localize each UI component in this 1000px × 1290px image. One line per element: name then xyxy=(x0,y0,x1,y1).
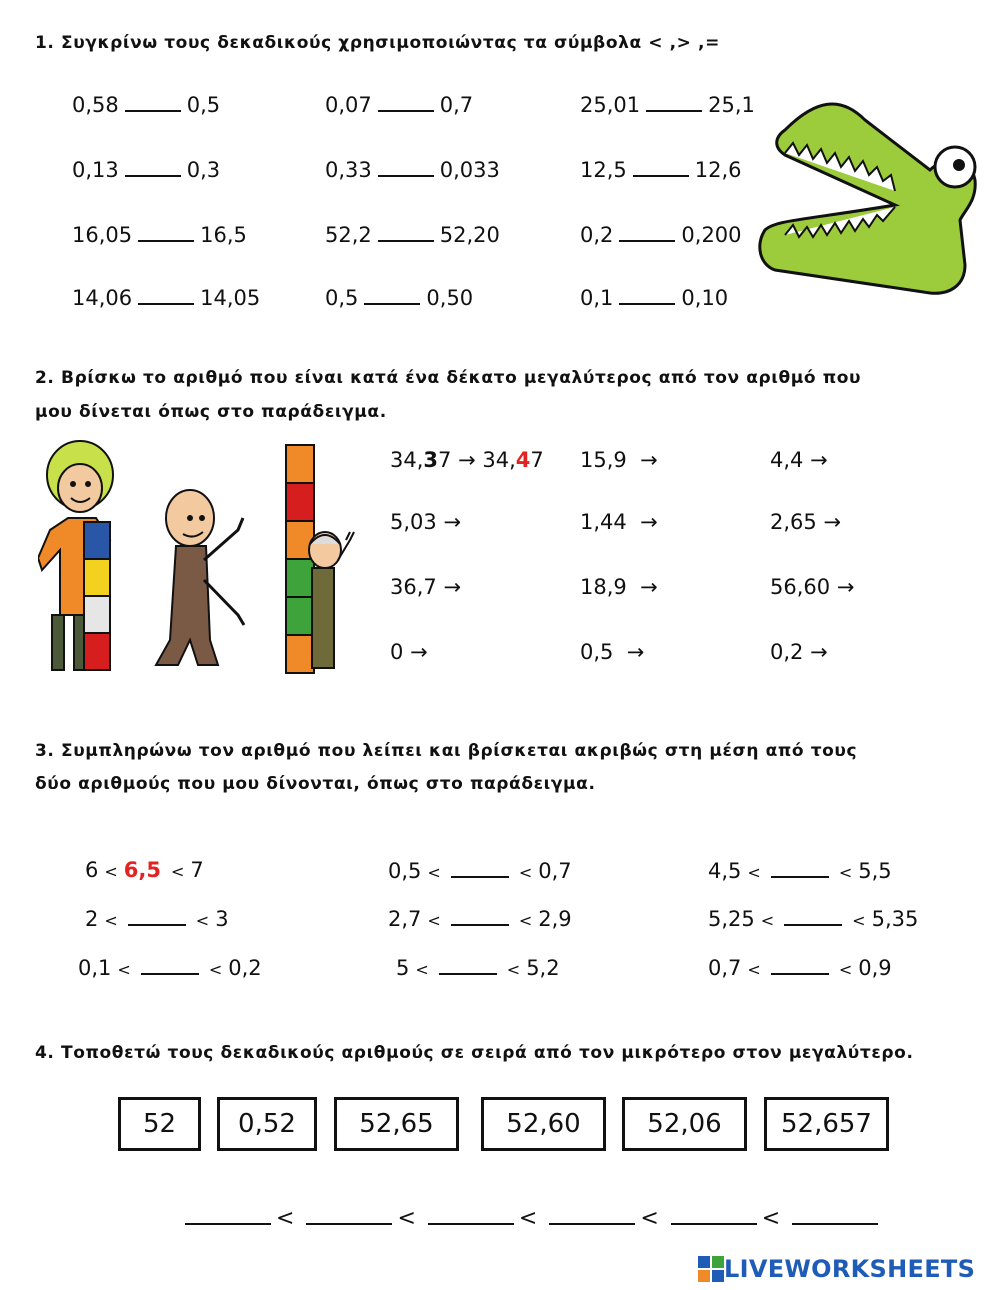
increase-item: 56,60 → xyxy=(770,575,855,599)
answer-blank[interactable] xyxy=(784,906,842,926)
answer-blank[interactable] xyxy=(125,157,181,177)
answer-blank[interactable] xyxy=(451,858,509,878)
midpoint-item: 5,25 < < 5,35 xyxy=(708,907,919,931)
answer-blank[interactable] xyxy=(128,906,186,926)
number-box[interactable]: 52,65 xyxy=(334,1097,459,1151)
crocodile-illustration xyxy=(755,95,990,300)
compare-item: 14,06 14,05 xyxy=(72,286,261,310)
answer-blank[interactable] xyxy=(671,1205,757,1225)
answer-blank[interactable] xyxy=(439,955,497,975)
increase-item: 5,03 → xyxy=(390,510,462,534)
midpoint-item: 2,7 < < 2,9 xyxy=(388,907,572,931)
answer-blank[interactable] xyxy=(138,222,194,242)
section4-heading: 4. Τοποθετώ τους δεκαδικούς αριθμούς σε σειρά από τον μικρότερο στον μεγαλύτερο. xyxy=(35,1043,914,1063)
increase-item: 0 → xyxy=(390,640,428,664)
increase-item: 36,7 → xyxy=(390,575,462,599)
answer-blank[interactable] xyxy=(428,1205,514,1225)
increase-example: 34,37 → 34,47 xyxy=(390,448,544,472)
answer-blank[interactable] xyxy=(771,955,829,975)
increase-item: 4,4 → xyxy=(770,448,828,472)
midpoint-item: 0,1 < < 0,2 xyxy=(78,956,262,980)
compare-item: 16,05 16,5 xyxy=(72,223,247,247)
answer-blank[interactable] xyxy=(364,285,420,305)
compare-item: 0,5 0,50 xyxy=(325,286,474,310)
increase-item: 2,65 → xyxy=(770,510,842,534)
answer-blank[interactable] xyxy=(619,285,675,305)
increase-item: 0,5 → xyxy=(580,640,645,664)
answer-blank[interactable] xyxy=(138,285,194,305)
increase-item: 1,44 → xyxy=(580,510,658,534)
section1-heading: 1. Συγκρίνω τους δεκαδικούς χρησιμοποιώντας τα σύμβολα < ,> ,= xyxy=(35,33,720,53)
answer-blank[interactable] xyxy=(451,906,509,926)
liveworksheets-logo-icon xyxy=(698,1256,724,1282)
midpoint-item: 0,7 < < 0,9 xyxy=(708,956,892,980)
answer-blank[interactable] xyxy=(125,92,181,112)
answer-blank[interactable] xyxy=(633,157,689,177)
answer-blank[interactable] xyxy=(378,222,434,242)
section3-heading-line2: δύο αριθμούς που μου δίνονται, όπως στο παράδειγμα. xyxy=(35,774,596,794)
compare-item: 0,1 0,10 xyxy=(580,286,729,310)
answer-blank[interactable] xyxy=(185,1205,271,1225)
answer-blank[interactable] xyxy=(378,92,434,112)
compare-item: 0,2 0,200 xyxy=(580,223,742,247)
answer-blank[interactable] xyxy=(646,92,702,112)
compare-item: 0,13 0,3 xyxy=(72,158,221,182)
answer-blank[interactable] xyxy=(619,222,675,242)
section2-heading-line1: 2. Βρίσκω το αριθμό που είναι κατά ένα δέκατο μεγαλύτερος από τον αριθμό που xyxy=(35,368,862,388)
answer-blank[interactable] xyxy=(378,157,434,177)
number-box[interactable]: 52,06 xyxy=(622,1097,747,1151)
midpoint-item: 0,5 < < 0,7 xyxy=(388,859,572,883)
midpoint-item: 4,5 < < 5,5 xyxy=(708,859,892,883)
answer-blank[interactable] xyxy=(306,1205,392,1225)
number-box[interactable]: 52,60 xyxy=(481,1097,606,1151)
compare-item: 0,58 0,5 xyxy=(72,93,221,117)
section2-heading-line2: μου δίνεται όπως στο παράδειγμα. xyxy=(35,402,387,422)
answer-blank[interactable] xyxy=(549,1205,635,1225)
compare-item: 52,2 52,20 xyxy=(325,223,500,247)
number-box[interactable]: 52,657 xyxy=(764,1097,889,1151)
number-box[interactable]: 0,52 xyxy=(217,1097,317,1151)
children-blocks-illustration xyxy=(38,440,368,685)
midpoint-item: 5 < < 5,2 xyxy=(396,956,560,980)
liveworksheets-logo xyxy=(698,1254,975,1284)
answer-blank[interactable] xyxy=(141,955,199,975)
compare-item: 0,33 0,033 xyxy=(325,158,500,182)
number-box[interactable]: 52 xyxy=(118,1097,201,1151)
order-answer-line: < < < < < xyxy=(180,1205,883,1231)
increase-item: 0,2 → xyxy=(770,640,828,664)
increase-item: 15,9 → xyxy=(580,448,658,472)
increase-item: 18,9 → xyxy=(580,575,658,599)
section3-heading-line1: 3. Συμπληρώνω τον αριθμό που λείπει και βρίσκεται ακριβώς στη μέση από τους xyxy=(35,741,858,761)
liveworksheets-logo-text: LIVEWORKSHEETS xyxy=(724,1255,976,1283)
answer-blank[interactable] xyxy=(792,1205,878,1225)
midpoint-example: 6 < 6,5 < 7 xyxy=(85,858,204,882)
compare-item: 25,01 25,1 xyxy=(580,93,755,117)
answer-blank[interactable] xyxy=(771,858,829,878)
midpoint-item: 2 < < 3 xyxy=(85,907,229,931)
compare-item: 12,5 12,6 xyxy=(580,158,742,182)
compare-item: 0,07 0,7 xyxy=(325,93,474,117)
